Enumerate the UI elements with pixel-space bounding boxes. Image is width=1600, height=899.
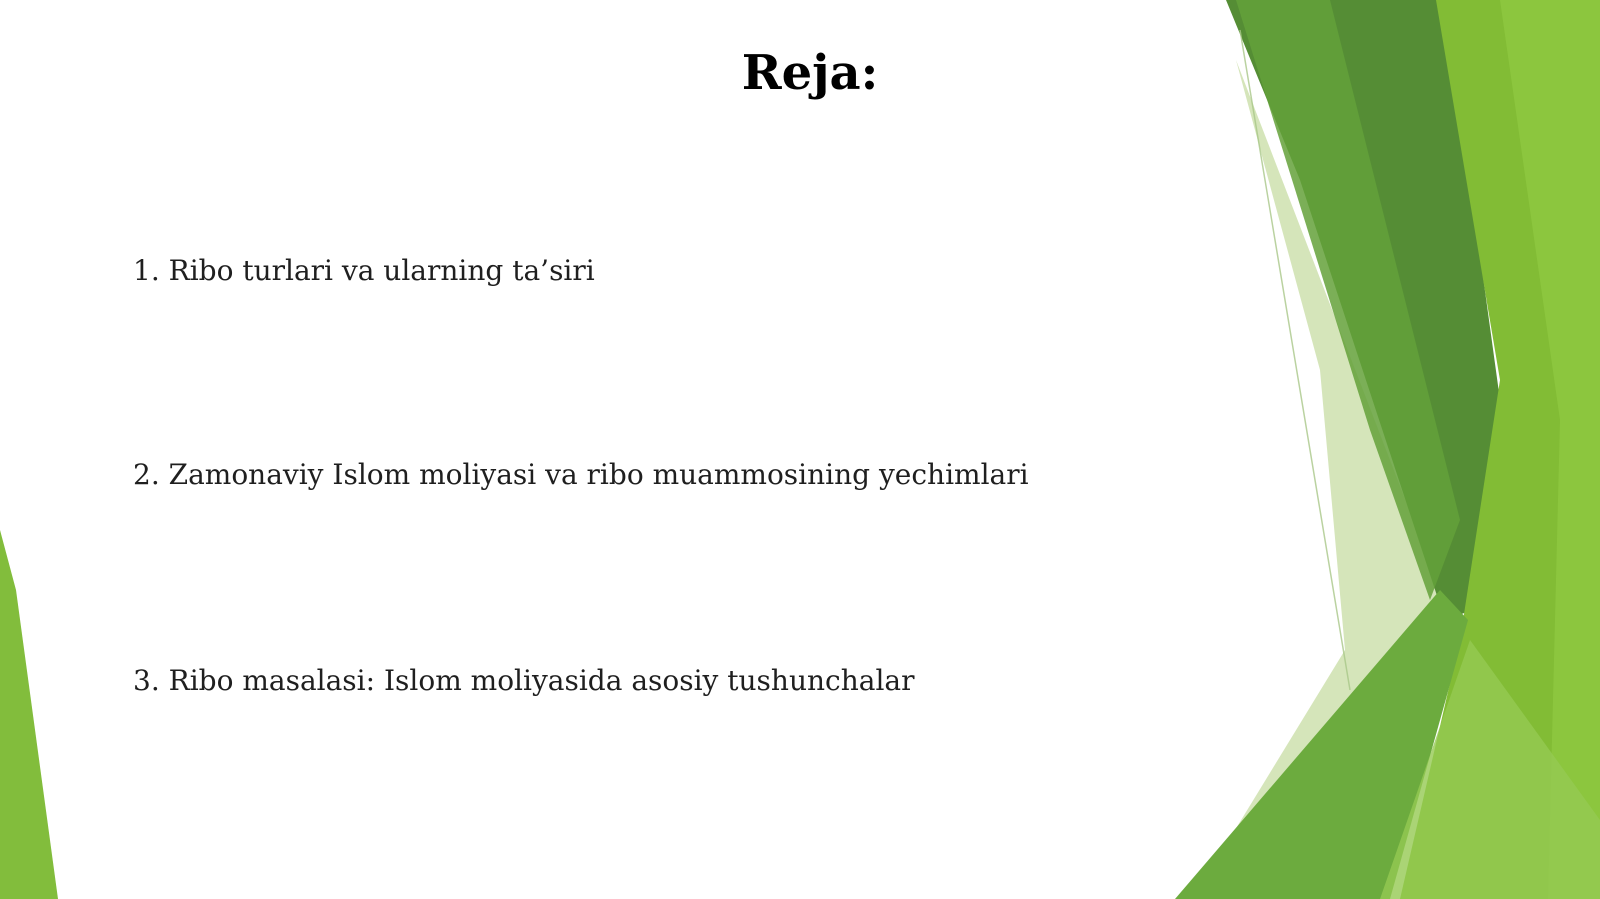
agenda-item-1: 1. Ribo turlari va ularning ta’siri — [133, 254, 595, 287]
slide-title: Reja: — [741, 45, 879, 101]
agenda-item-3: 3. Ribo masalasi: Islom moliyasida asosiy tushunchalar — [133, 664, 915, 697]
left-accent-shape — [0, 530, 58, 899]
agenda-item-2: 2. Zamonaviy Islom moliyasi va ribo muammosining yechimlari — [133, 458, 1029, 491]
